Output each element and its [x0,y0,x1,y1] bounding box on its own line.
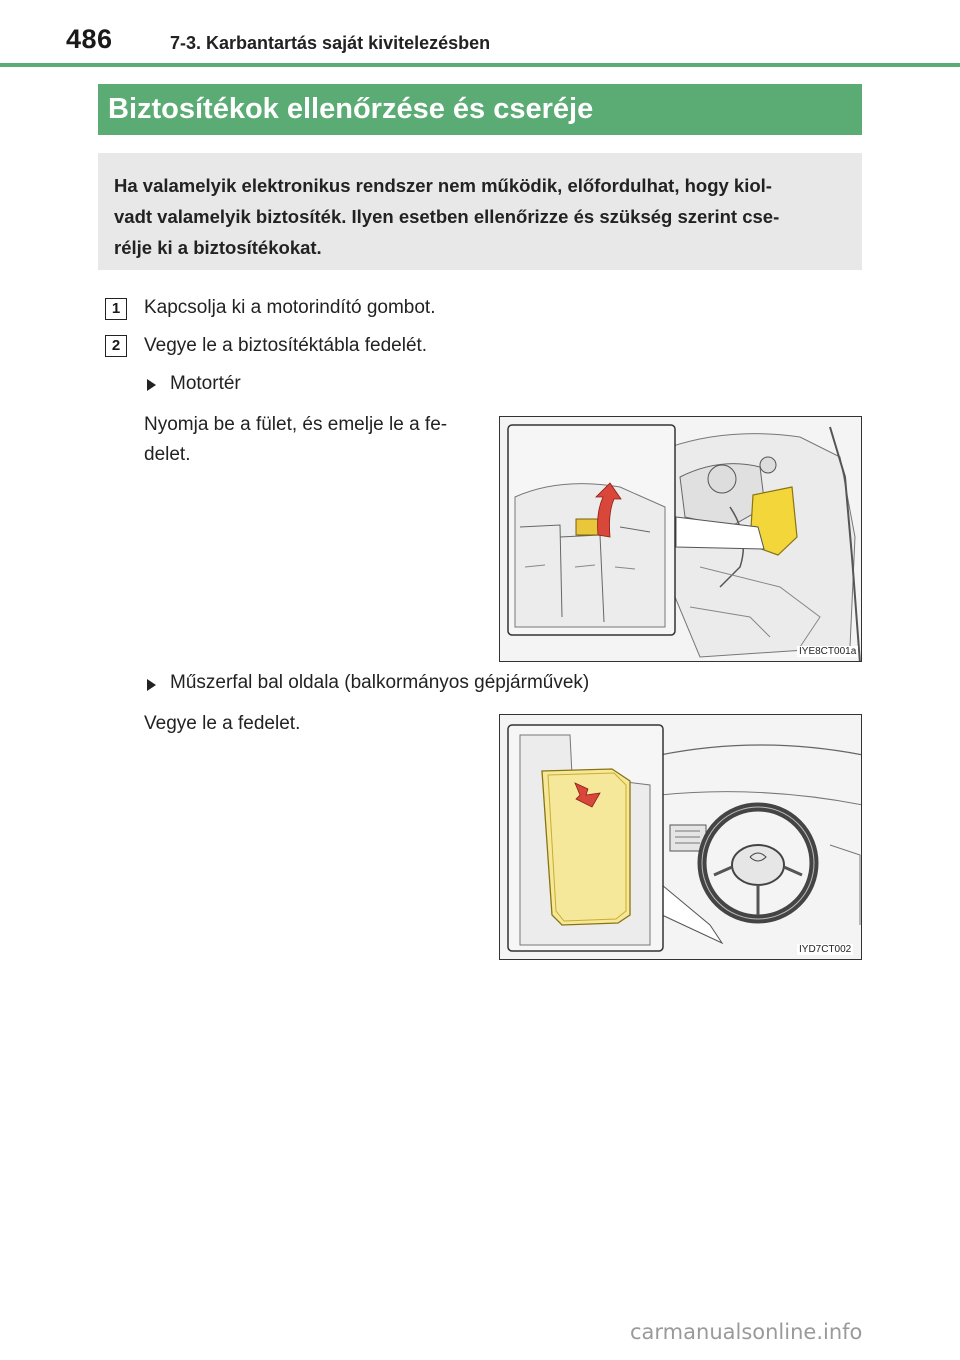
step-text-2: Vegye le a biztosítéktábla fedelét. [144,335,428,356]
triangle-bullet-icon [147,679,156,691]
intro-line: rélje ki a biztosítékokat. [114,237,322,258]
figure-code: IYE8CT001a [799,646,857,657]
step-number-2: 2 [105,335,127,357]
instruction-dashboard [144,709,484,739]
engine-bay-illustration [500,417,862,662]
dashboard-figure [499,714,862,960]
step-text-1: Kapcsolja ki a motorindító gombot. [144,297,436,318]
step-number-1: 1 [105,298,127,320]
instruction-line: delet. [144,444,191,465]
page-title: Biztosítékok ellenőrzése és cseréje [98,84,862,135]
instruction-line: Vegye le a fedelet. [144,713,301,734]
figure-code: IYD7CT002 [799,944,852,955]
intro-line: Ha valamelyik elektronikus rendszer nem működik, előfordulhat, hogy kiol- [114,175,772,196]
instruction-line: Nyomja be a fület, és emelje le a fe- [144,414,448,435]
site-watermark[interactable]: carmanualsonline.info [630,1320,863,1344]
section-title: 7-3. Karbantartás saját kivitelezésben [170,33,491,53]
page-number: 486 [66,24,113,54]
intro-box [98,153,862,270]
instruction-engine [144,410,484,470]
dashboard-illustration [500,715,862,960]
subsection-heading-engine: Motortér [170,373,241,394]
header-divider [0,63,960,67]
intro-line: vadt valamelyik biztosíték. Ilyen esetben ellenőrizze és szükség szerint cse- [114,206,780,227]
subsection-heading-dashboard: Műszerfal bal oldala (balkormányos gépjárművek) [170,672,590,693]
triangle-bullet-icon [147,379,156,391]
engine-bay-figure [499,416,862,662]
